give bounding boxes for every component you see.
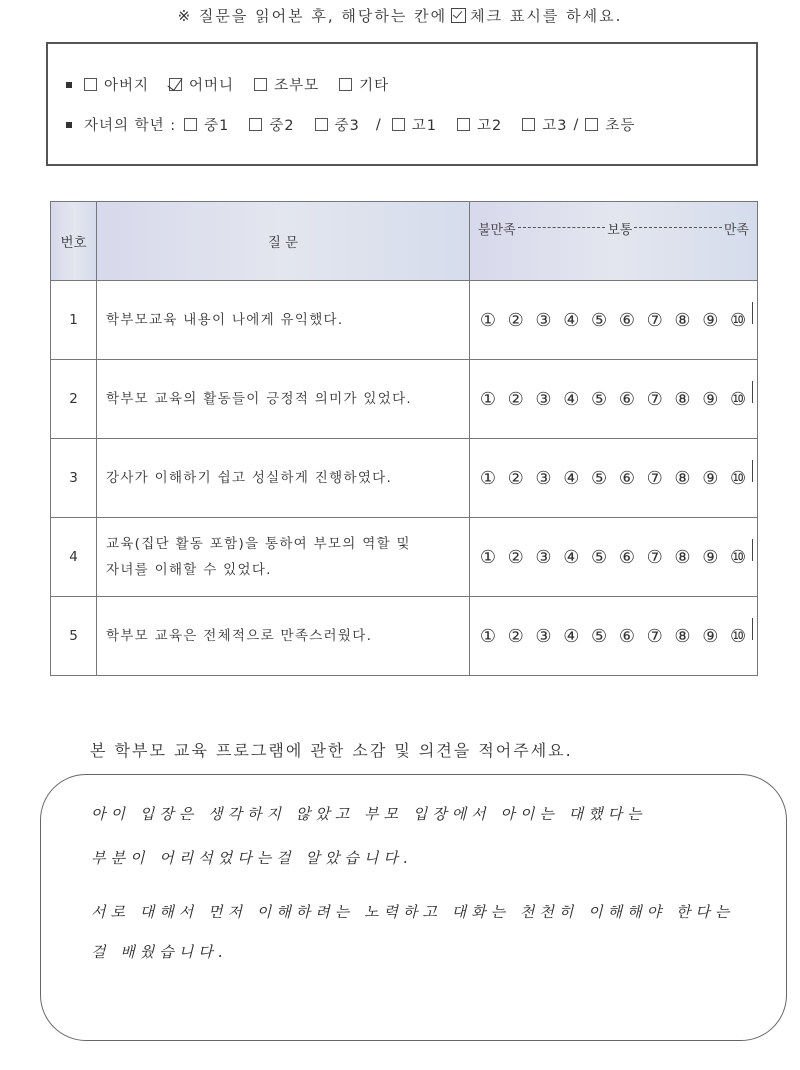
checkbox-mother-checked[interactable] — [169, 78, 182, 91]
checkbox-grade[interactable] — [522, 118, 535, 131]
rating-scale[interactable] — [470, 547, 757, 568]
table-row — [51, 281, 758, 360]
rating-option-6[interactable]: ⑥ — [618, 546, 635, 568]
rating-option-8[interactable]: ⑧ — [674, 546, 691, 568]
scale-low: 불만족 — [478, 223, 516, 238]
rating-option-7[interactable]: ⑦ — [646, 309, 663, 331]
table-row — [51, 360, 758, 439]
rating-option-4[interactable]: ④ — [563, 625, 580, 647]
scale-dash — [518, 219, 606, 228]
rating-option-6[interactable]: ⑥ — [618, 388, 635, 410]
rating-cell[interactable] — [470, 597, 758, 676]
row-question: 강사가 이해하기 쉽고 성실하게 진행하였다. — [106, 470, 393, 486]
option-label: 아버지 — [104, 78, 150, 94]
option-grade[interactable] — [392, 114, 437, 135]
bullet-icon — [66, 122, 72, 128]
option-grandparent[interactable] — [254, 74, 319, 95]
header-scale — [470, 202, 758, 281]
rating-option-5[interactable]: ⑤ — [591, 546, 608, 568]
option-label: 고1 — [411, 118, 437, 134]
separator: / — [573, 116, 580, 133]
row-number: 5 — [51, 597, 97, 676]
grade-label: 자녀의 학년 : — [84, 118, 177, 134]
table-row — [51, 597, 758, 676]
handwritten-line: 서로 대해서 먼저 이해하려는 노력하고 대화는 천천히 이해해야 한다는 — [91, 903, 735, 921]
row-question-line1: 교육(집단 활동 포함)을 통하여 부모의 역할 및 — [106, 536, 411, 552]
option-father[interactable] — [84, 74, 149, 95]
survey-table — [50, 201, 758, 676]
rating-cell[interactable] — [470, 439, 758, 518]
checkbox-grade[interactable] — [585, 118, 598, 131]
rating-scale[interactable] — [470, 389, 757, 410]
rating-option-9[interactable]: ⑨ — [702, 467, 719, 489]
option-grade[interactable] — [249, 114, 294, 135]
scale-dash — [634, 219, 722, 228]
checkbox-grade[interactable] — [249, 118, 262, 131]
option-label: 고3 — [542, 118, 568, 134]
rating-option-9[interactable]: ⑨ — [702, 388, 719, 410]
scale-high: 만족 — [723, 223, 749, 238]
rating-option-2[interactable]: ② — [507, 467, 524, 489]
rating-option-7[interactable]: ⑦ — [646, 467, 663, 489]
table-row — [51, 518, 758, 597]
checkbox-grade[interactable] — [184, 118, 197, 131]
rating-option-10[interactable]: ⑩ — [730, 389, 747, 410]
rating-option-4[interactable]: ④ — [563, 388, 580, 410]
header-number: 번호 — [51, 202, 97, 281]
rating-option-9[interactable]: ⑨ — [702, 309, 719, 331]
checkmark-icon — [752, 618, 753, 640]
option-other[interactable] — [339, 74, 389, 95]
rating-option-2[interactable]: ② — [507, 546, 524, 568]
instruction-text-after: 체크 표시를 하세요. — [470, 7, 623, 25]
option-label: 중1 — [204, 118, 230, 134]
checkmark-icon — [752, 381, 753, 403]
rating-option-8[interactable]: ⑧ — [674, 625, 691, 647]
rating-option-1[interactable]: ① — [479, 388, 496, 410]
checkbox-father[interactable] — [84, 78, 97, 91]
rating-option-3[interactable]: ③ — [535, 546, 552, 568]
rating-scale[interactable] — [470, 468, 757, 489]
checkbox-example-icon — [451, 8, 466, 23]
rating-option-4[interactable]: ④ — [563, 467, 580, 489]
option-label: 중2 — [269, 118, 295, 134]
grade-row — [66, 114, 655, 135]
checkbox-grandparent[interactable] — [254, 78, 267, 91]
row-question-line2: 자녀를 이해할 수 있었다. — [106, 562, 272, 578]
rating-option-10[interactable]: ⑩ — [730, 626, 747, 647]
handwritten-line: 걸 배웠습니다. — [91, 943, 228, 961]
header-question: 질 문 — [97, 202, 470, 281]
row-number: 4 — [51, 518, 97, 597]
row-number: 3 — [51, 439, 97, 518]
rating-option-4[interactable]: ④ — [563, 546, 580, 568]
row-question: 학부모 교육의 활동들이 긍정적 의미가 있었다. — [106, 391, 413, 407]
row-question: 학부모교육 내용이 나에게 유익했다. — [106, 312, 344, 328]
checkbox-other[interactable] — [339, 78, 352, 91]
rating-option-5[interactable]: ⑤ — [591, 467, 608, 489]
relation-row — [66, 74, 409, 95]
option-grade[interactable] — [315, 114, 360, 135]
option-grade[interactable] — [585, 114, 635, 135]
rating-option-8[interactable]: ⑧ — [674, 309, 691, 331]
respondent-info-box — [46, 42, 758, 166]
checkmark-icon — [752, 539, 753, 561]
rating-option-10[interactable]: ⑩ — [730, 468, 747, 489]
handwritten-line: 아이 입장은 생각하지 않았고 부모 입장에서 아이는 대했다는 — [91, 805, 647, 823]
rating-option-3[interactable]: ③ — [535, 388, 552, 410]
rating-option-6[interactable]: ⑥ — [618, 625, 635, 647]
option-label: 초등 — [605, 118, 636, 134]
rating-scale[interactable] — [470, 626, 757, 647]
rating-option-10[interactable]: ⑩ — [730, 547, 747, 568]
scale-mid: 보통 — [607, 223, 633, 238]
rating-option-7[interactable]: ⑦ — [646, 388, 663, 410]
rating-option-3[interactable]: ③ — [535, 309, 552, 331]
option-grade[interactable] — [184, 114, 229, 135]
row-number: 2 — [51, 360, 97, 439]
table-row — [51, 439, 758, 518]
option-mother[interactable] — [169, 74, 234, 95]
rating-option-2[interactable]: ② — [507, 388, 524, 410]
separator: / — [375, 116, 382, 133]
rating-cell[interactable] — [470, 518, 758, 597]
rating-option-9[interactable]: ⑨ — [702, 546, 719, 568]
rating-option-7[interactable]: ⑦ — [646, 546, 663, 568]
rating-option-10[interactable]: ⑩ — [730, 310, 747, 331]
rating-scale[interactable] — [470, 310, 757, 331]
rating-option-5[interactable]: ⑤ — [591, 309, 608, 331]
rating-option-3[interactable]: ③ — [535, 625, 552, 647]
option-label: 어머니 — [189, 78, 235, 94]
rating-option-1[interactable]: ① — [479, 467, 496, 489]
option-label: 고2 — [476, 118, 503, 134]
rating-option-6[interactable]: ⑥ — [618, 467, 635, 489]
checkbox-grade[interactable] — [315, 118, 328, 131]
rating-option-8[interactable]: ⑧ — [674, 388, 691, 410]
rating-option-4[interactable]: ④ — [563, 309, 580, 331]
row-question: 학부모 교육은 전체적으로 만족스러웠다. — [106, 628, 373, 644]
table-header-row — [51, 202, 758, 281]
rating-option-1[interactable]: ① — [479, 625, 496, 647]
rating-option-5[interactable]: ⑤ — [591, 388, 608, 410]
row-number: 1 — [51, 281, 97, 360]
instruction-line — [0, 5, 800, 26]
opinion-box[interactable] — [40, 774, 787, 1041]
rating-option-1[interactable]: ① — [479, 546, 496, 568]
rating-cell[interactable] — [470, 281, 758, 360]
option-grade[interactable] — [457, 114, 502, 135]
rating-option-7[interactable]: ⑦ — [646, 625, 663, 647]
rating-option-6[interactable]: ⑥ — [618, 309, 635, 331]
option-label: 조부모 — [274, 78, 320, 94]
option-label: 중3 — [334, 118, 360, 134]
checkmark-icon — [752, 460, 753, 482]
opinion-prompt: 본 학부모 교육 프로그램에 관한 소감 및 의견을 적어주세요. — [90, 741, 573, 760]
checkbox-grade[interactable] — [457, 118, 470, 131]
rating-option-5[interactable]: ⑤ — [591, 625, 608, 647]
rating-option-2[interactable]: ② — [507, 625, 524, 647]
checkbox-grade[interactable] — [392, 118, 405, 131]
checkmark-icon — [752, 302, 753, 324]
option-grade[interactable] — [522, 114, 567, 135]
rating-option-2[interactable]: ② — [507, 309, 524, 331]
rating-cell[interactable] — [470, 360, 758, 439]
option-label: 기타 — [359, 78, 390, 94]
rating-option-3[interactable]: ③ — [535, 467, 552, 489]
handwritten-line: 부분이 어리석었다는걸 알았습니다. — [91, 849, 413, 867]
instruction-text-before: ※ 질문을 읽어본 후, 해당하는 칸에 — [177, 7, 448, 25]
rating-option-9[interactable]: ⑨ — [702, 625, 719, 647]
rating-option-1[interactable]: ① — [479, 309, 496, 331]
rating-option-8[interactable]: ⑧ — [674, 467, 691, 489]
bullet-icon — [66, 82, 72, 88]
